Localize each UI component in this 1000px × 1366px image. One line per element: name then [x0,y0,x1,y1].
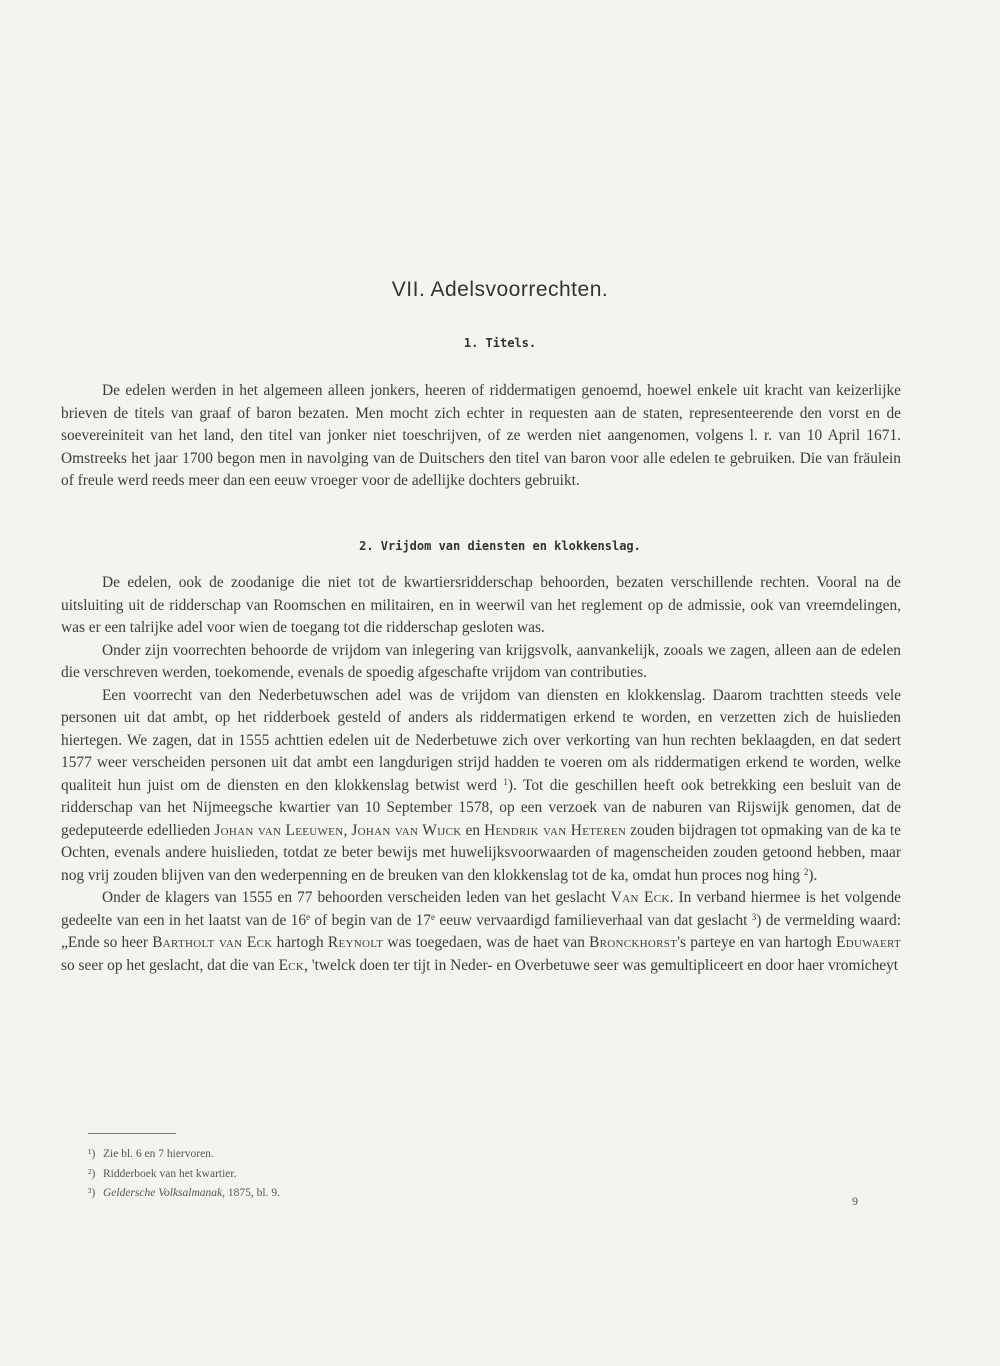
text-run: Onder de klagers van 1555 en 77 behoorden verscheiden leden van het geslacht [102,889,606,906]
footnote-text: Ridderboek van het kwartier. [103,1167,237,1180]
paragraph [61,685,901,888]
ordinal-suffix: e [306,911,311,922]
person-name: Eduwaert [836,934,901,951]
person-name: Bartholt van Eck [152,934,273,951]
ordinal-suffix: e [431,911,436,922]
family-name: Eck [278,956,305,974]
family-name: Van Eck [610,889,670,906]
text-run: of begin van de 17 [310,911,432,929]
paragraph: Onder zijn voorrechten behoorde de vrijdom van inlegering van krijgsvolk, aanvankelijk, zooals we zagen, alleen aan de edelen die verschreven werden, toekomende, evenals de spoedig afgeschafte vrijdom van contributies. [61,641,901,681]
footnote-source-title: Geldersche Volksalmanak [103,1187,223,1199]
person-name: Hendrik van Heteren [484,821,627,839]
person-name: Johan van Wijck [351,821,462,839]
text-run: hartogh [272,934,324,951]
text-run: ). Tot die geschillen heeft ook betrekking een besluit van de ridderschap van het Nijmeegsche kwartier van 10 September 1578, op een verzoek van de naburen van Rijswijk genomen, dat de gedeputeerde edellieden [61,776,901,839]
section-vrijdom-body [61,572,901,977]
footnote-ref: 2 [803,866,809,877]
section-titels-body [61,380,901,493]
footnote-2 [88,1165,688,1185]
person-name: Reynolt [327,934,384,951]
chapter-title: VII. Adelsvoorrechten. [391,278,609,301]
text-run: en [461,821,485,839]
footnote-marker: ²) [88,1167,96,1180]
paragraph: De edelen werden in het algemeen alleen jonkers, heeren of riddermatigen genoemd, hoewel enkele uit kracht van keizerlijke brieven de titels van graaf of baron bezaten. Men mocht zich echter in requesten aan de staten, representeerende den vorst en de soevereiniteit van het land, den titel van jonker niet toeschrijven, of ze werden niet aangenomen, volgens l. r. van 10 April 1671. Omstreeks het jaar 1700 begon men in navolging van de Duitschers den titel van baron voor alle edelen te gebruiken. Die van fräulein of freule werd reeds meer dan een eeuw vroeger voor de adellijke dochters gebruikt. [61,382,901,489]
section-heading-vrijdom: 2. Vrijdom van diensten en klokkenslag. [359,539,641,553]
text-run: , [343,821,352,839]
text-run: Een voorrecht van den Nederbetuwschen adel was de vrijdom van diensten en klokkenslag. Daarom trachtten steeds vele personen uit dat ambt, op het ridderboek gesteld of anders als riddermatigen erkend te worden, en verzetten zich de huislieden hiertegen. We zagen, dat in 1555 achttien edelen uit de Nederbetuwe zich over verkorting van hun rechten beklaagden, en dat sedert 1577 weer verscheiden personen uit dat ambt een langdurigen strijd hadden te voeren om als riddermatigen erkend te worden, welke qualiteit hun juist om de diensten en den klokkenslag betwist werd [61,686,901,794]
text-run: zouden bijdragen tot opmaking van de ka te Ochten, evenals andere huislieden, totdat ze beter bewijs met huwelijksvoorwaarden of magenscheiden zouden getoond hebben, maar nog vrij zouden blijven van den wederpenning en de breuken van den klokkenslag tot de ka, omdat hun proces nog hing [61,821,902,884]
paragraph [61,887,901,977]
text-run: ). [808,866,818,884]
paragraph: De edelen, ook de zoodanige die niet tot de kwartiersridderschap behoorden, bezaten verschillende rechten. Vooral na de uitsluiting uit de ridderschap van Roomschen en militairen, en in weerwil van het reglement op de admissie, ook van vreemdelingen, was er een talrijke adel voor wien de toegang tot die ridderschap gesloten was. [61,574,901,636]
page-number: 9 [852,1194,858,1208]
footnote-1 [88,1145,688,1165]
person-name: Bronckhorst [589,934,678,951]
footnote-text: , 1875, bl. 9. [222,1187,280,1199]
text-run: ) de vermelding waard: „Ende so heer [61,911,901,951]
text-run: . In verband hiermee is het volgende gedeelte van een in het laatst van de 16 [61,889,901,929]
text-run: was toegedaen, was de haet van [383,934,585,951]
person-name: Johan van Leeuwen [214,821,344,839]
footnote-ref: 1 [503,776,508,787]
footnote-marker: ¹) [88,1148,96,1160]
footnote-marker: ³) [88,1187,96,1199]
section-heading-titels: 1. Titels. [463,336,537,350]
text-run: eeuw vervaardigd familieverhaal van dat geslacht [435,911,748,929]
footnote-ref: 3 [751,911,757,922]
footnote-3 [88,1184,688,1204]
footnote-text: Zie bl. 6 en 7 hiervoren. [103,1148,214,1160]
text-run: , 'twelck doen ter tijt in Neder- en Overbetuwe seer was gemultipliceert en door haer vromicheyt [304,956,899,974]
text-run: 's parteye en van hartogh [677,934,832,951]
text-run: so seer op het geslacht, dat die van [61,956,275,974]
footnote-divider [88,1133,176,1134]
footnotes [88,1145,688,1204]
